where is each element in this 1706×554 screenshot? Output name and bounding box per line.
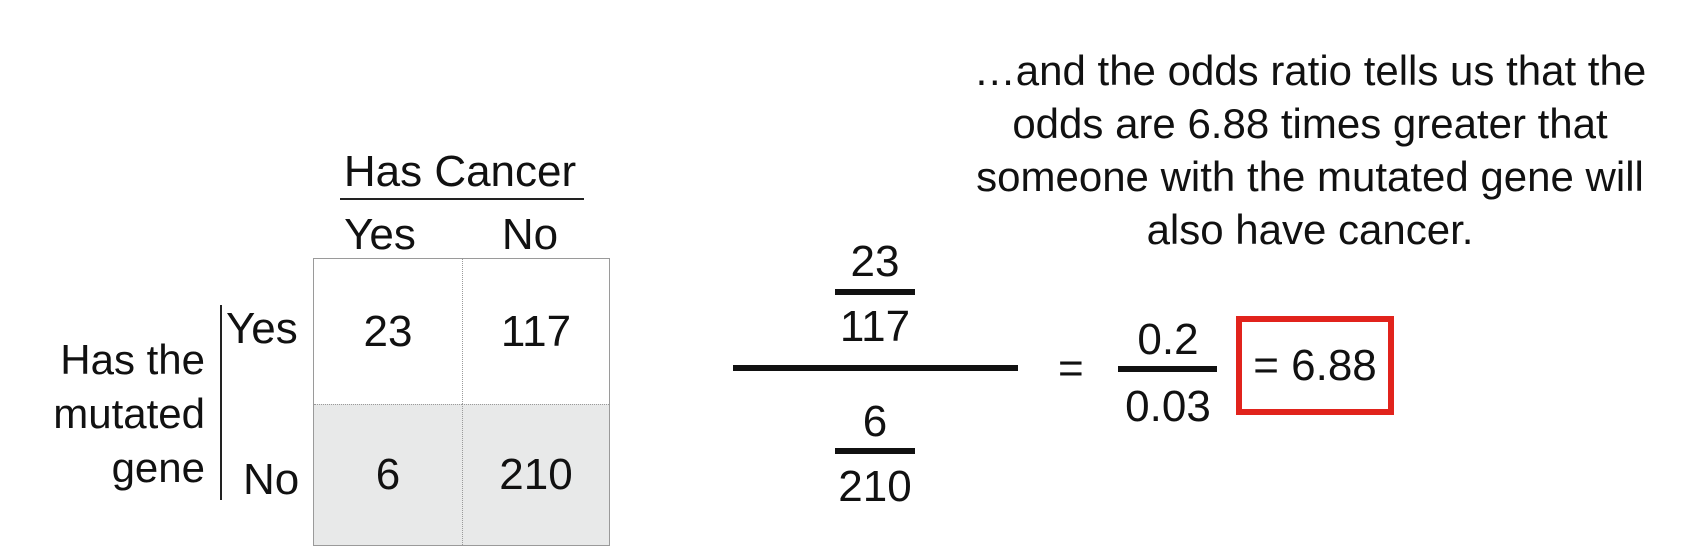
main-fraction-bar [733, 365, 1018, 371]
denominator-fraction-bar [835, 448, 915, 454]
numerator-fraction-bar [835, 289, 915, 295]
cell-yes-yes: 23 [314, 259, 462, 404]
numerator-odds-top: 23 [850, 237, 900, 286]
row-header-bracket [220, 305, 222, 500]
denominator-odds-bottom: 210 [838, 462, 912, 511]
cell-no-no: 210 [462, 404, 609, 545]
simplified-denominator: 0.03 [1125, 382, 1211, 431]
column-header-has-cancer: Has Cancer [343, 147, 577, 196]
cell-yes-no: 117 [462, 259, 609, 404]
column-header-underline [340, 198, 584, 200]
odds-ratio-result: = 6.88 [1253, 340, 1377, 390]
simplified-fraction-bar [1118, 366, 1217, 372]
row-header-has-mutated-gene: Has the mutated gene [53, 336, 205, 491]
denominator-odds-top: 6 [862, 397, 888, 446]
cell-no-yes: 6 [314, 404, 462, 545]
row-label-no: No [243, 455, 300, 504]
odds-ratio-result-box [1236, 316, 1394, 415]
row-label-yes: Yes [226, 304, 298, 353]
simplified-numerator: 0.2 [1137, 315, 1199, 364]
numerator-odds-bottom: 117 [839, 302, 911, 351]
equals-sign: = [1058, 344, 1084, 393]
column-label-no: No [501, 210, 559, 259]
explanation-text: …and the odds ratio tells us that the odds are 6.88 times greater that someone with the mutated gene will also have cancer. [973, 47, 1647, 253]
column-label-yes: Yes [344, 210, 416, 259]
contingency-table [313, 258, 610, 546]
